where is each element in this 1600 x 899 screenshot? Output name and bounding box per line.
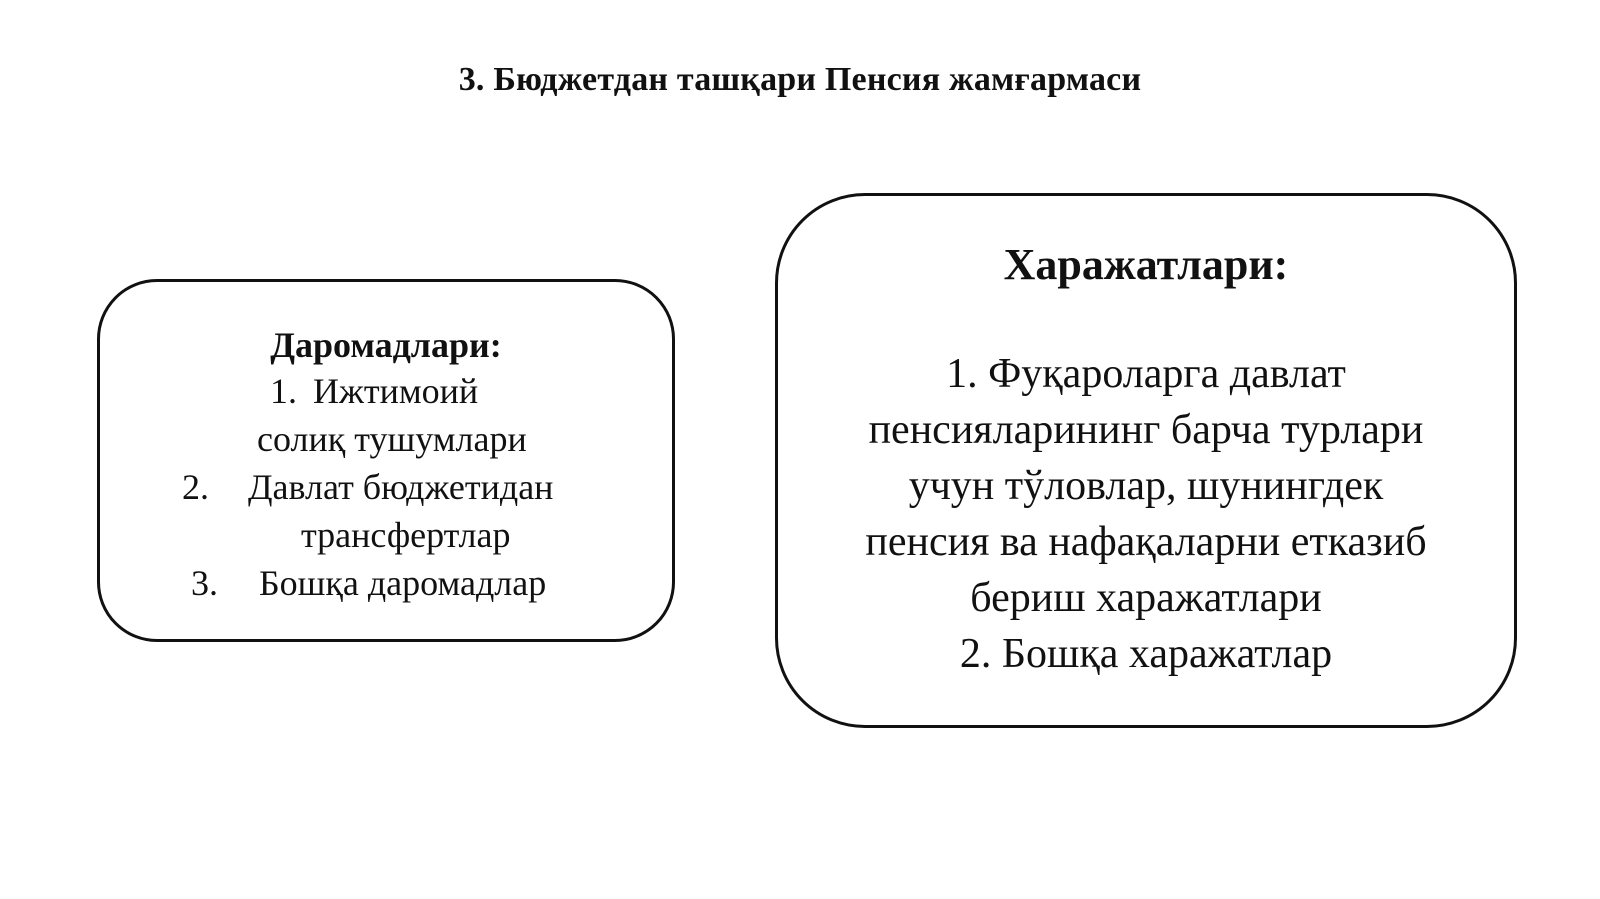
expenses-box [775,193,1517,728]
expenses-line: пенсия ва нафақаларни етказиб [865,519,1427,565]
income-item-1-line-2: солиқ тушумлари [257,419,527,459]
expenses-heading: Харажатлари: [1003,240,1289,289]
income-item-2-line-2: трансфертлар [301,515,511,555]
income-item-2-line-1: Давлат бюджетидан [248,467,554,507]
expenses-line: 1. Фуқароларга давлат [946,351,1346,397]
income-item-1-number: 1. [270,371,297,411]
income-heading: Даромадлари: [270,325,502,365]
expenses-line: пенсияларининг барча турлари [868,407,1424,453]
income-box [97,279,675,642]
income-item-2-number: 2. [182,467,209,507]
income-item-3-number: 3. [191,563,218,603]
expenses-line: 2. Бошқа харажатлар [959,631,1333,677]
income-item-1-line-1: Ижтимоий [313,371,479,411]
slide-title: 3. Бюджетдан ташқари Пенсия жамғармаси [458,61,1142,98]
expenses-list [778,346,1514,682]
expenses-line: учун тўловлар, шунингдек [908,463,1384,509]
expenses-line: бериш харажатлари [970,575,1322,621]
income-item-3-line-1: Бошқа даромадлар [259,563,547,603]
